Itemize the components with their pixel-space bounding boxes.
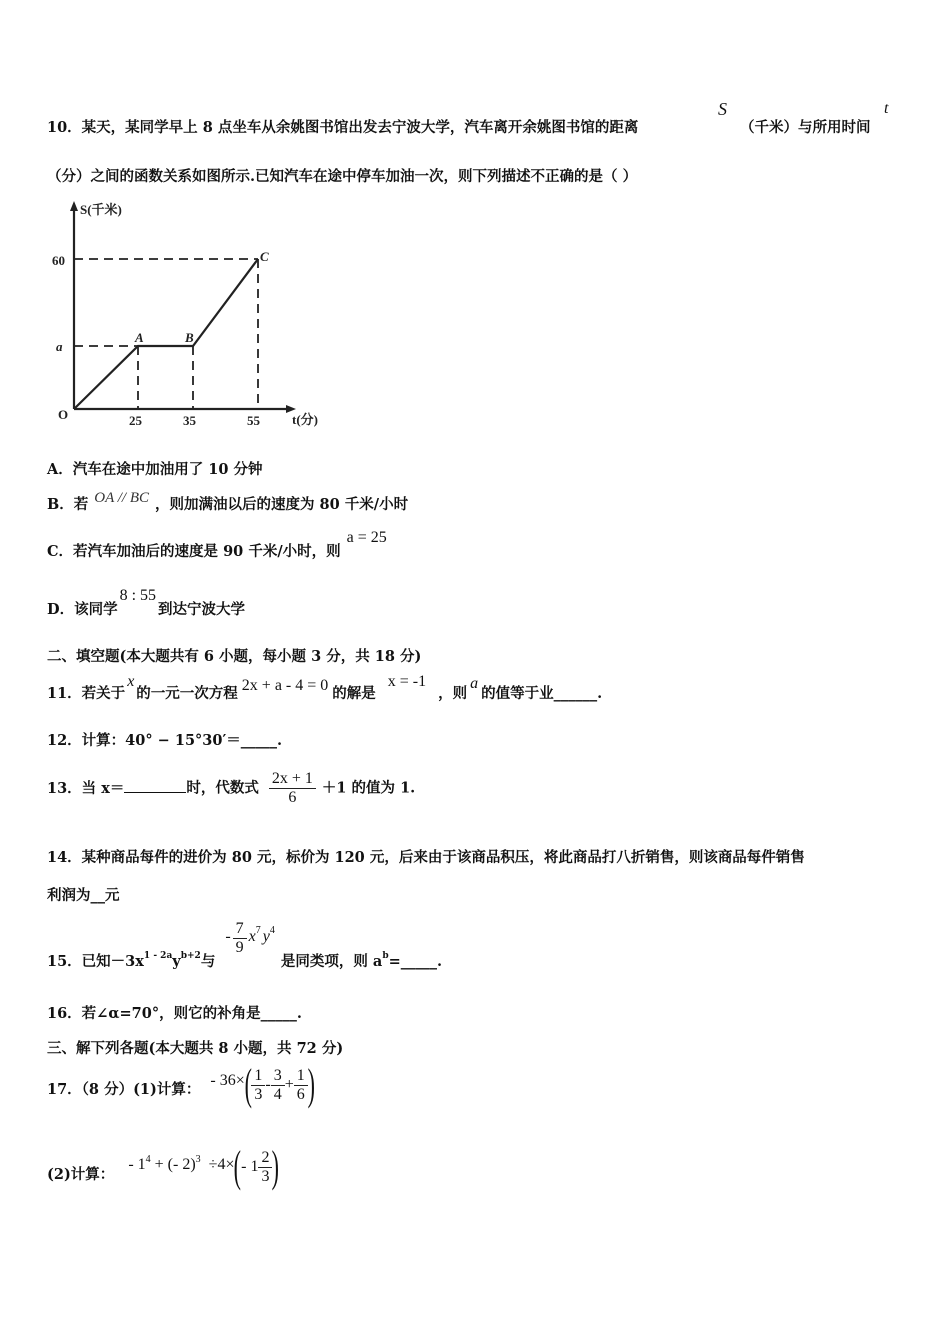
q17-frac1: [251, 1067, 265, 1104]
q17-op2: +: [284, 1076, 294, 1093]
option-b-post: ，则加满油以后的速度为 80 千米/小时: [155, 496, 409, 513]
q15-sup-b: b: [382, 950, 389, 961]
q17-p2-fd: 3: [261, 1167, 270, 1185]
q17-lparen: (: [244, 1060, 252, 1109]
q17-part1: [47, 1060, 315, 1109]
graph-point-a: A: [135, 330, 144, 345]
q17-label: 17．（8 分）(1)计算：: [47, 1081, 201, 1098]
q15-mid: 与: [200, 952, 216, 970]
q12: 12．计算：40° − 15°30′＝_____.: [47, 732, 283, 749]
q17-p2-e1: 4: [145, 1154, 151, 1165]
q10-line1: [47, 116, 638, 137]
option-b-math: OA // BC: [94, 490, 149, 506]
option-c-math: a = 25: [346, 529, 387, 546]
q15-post2: =_____.: [388, 952, 443, 970]
q17-p2-fn: 2: [258, 1149, 272, 1168]
q17-f1n: 1: [251, 1067, 265, 1086]
q14-line2: 利润为__元: [47, 887, 120, 904]
q15-den: 9: [235, 939, 244, 956]
option-d-pre: D．该同学: [47, 601, 118, 618]
graph-point-c: C: [260, 249, 269, 264]
section-3-heading: 三、解下列各题(本大题共 8 小题，共 72 分): [47, 1040, 344, 1057]
q10-option-d: [47, 587, 246, 619]
q11-x: x: [127, 673, 135, 690]
q11-pre: 11．若关于: [47, 685, 126, 702]
y-axis-arrow: [70, 201, 78, 211]
q10-option-a: A．汽车在途中加油用了 10 分钟: [47, 461, 263, 478]
q17-part2: [47, 1142, 280, 1191]
q17-p2-e2: 3: [195, 1154, 201, 1165]
q17-frac2: [271, 1067, 285, 1104]
q17-p2-b: + (- 2): [154, 1156, 196, 1173]
q15-post1: 是同类项，则 a: [280, 952, 383, 970]
graph-point-b: B: [185, 330, 194, 345]
q11-post: 的值等于业______.: [481, 685, 603, 702]
q17-frac3: [294, 1067, 308, 1104]
q15: [47, 920, 443, 970]
q13-numerator: 2x + 1: [269, 770, 316, 789]
q11-a: a: [470, 675, 479, 692]
q14-line1: 14．某种商品每件的进价为 80 元，标价为 120 元，后来由于该商品积压，将此商品打八折销售，则该商品每件销售: [47, 849, 805, 866]
q11-mid2: 的解是: [332, 685, 376, 702]
graph-xtick-35: 35: [183, 413, 196, 428]
q15-num: 7: [233, 920, 247, 939]
q17-op1: -: [265, 1076, 271, 1093]
q11-equation: 2x + a - 4 = 0: [241, 677, 329, 694]
q13: [47, 770, 415, 807]
q17-f2n: 3: [271, 1067, 285, 1086]
graph-polyline: [74, 259, 258, 409]
q16: 16．若∠α=70°，则它的补角是_____.: [47, 1005, 302, 1022]
option-d-math: 8 : 55: [119, 587, 157, 604]
option-b-pre: B．若: [47, 496, 89, 513]
q13-fraction: [269, 770, 316, 807]
q17-rparen: ): [307, 1060, 315, 1109]
q17-lead: - 36×: [210, 1072, 245, 1089]
q10-line2: （分）之间的函数关系如图所示.已知汽车在途中停车加油一次，则下列描述不正确的是（ ）: [47, 168, 638, 185]
q13-denominator: 6: [288, 789, 297, 806]
q11-mid3: ，则: [438, 685, 468, 702]
graph-x-label: t(分): [292, 412, 318, 427]
q15-pre: 15．已知－3x: [47, 952, 144, 970]
q15-y: y: [172, 952, 181, 970]
graph-ytick-a: a: [56, 339, 63, 354]
q17-f1d: 3: [254, 1085, 263, 1103]
q10-var-t: t: [884, 100, 889, 117]
q10-option-c: [47, 529, 387, 561]
q15-fraction: [233, 920, 247, 957]
q13-post: ＋1 的值为 1.: [321, 779, 416, 797]
graph-ytick-60: 60: [52, 253, 65, 268]
q17-p2-label: (2)计算：: [47, 1166, 115, 1183]
q15-exp1: 1 - 2a: [143, 950, 173, 961]
q11-mid1: 的一元一次方程: [136, 685, 238, 702]
q15-x: x: [248, 927, 256, 945]
q15-neg: -: [225, 927, 231, 945]
q10-text-unit: （千米）与所用时间: [740, 119, 871, 136]
q15-e4: 4: [269, 924, 275, 936]
q17-f3d: 6: [296, 1085, 305, 1103]
q13-pre: 13．当 x＝: [47, 779, 125, 797]
q17-f2d: 4: [273, 1085, 282, 1103]
graph-xtick-25: 25: [129, 413, 142, 428]
q17-f3n: 1: [294, 1067, 308, 1086]
q15-y2: y: [262, 927, 270, 945]
q13-blank[interactable]: [124, 792, 186, 793]
q15-e7: 7: [255, 924, 261, 936]
q11-solution: x = -1: [387, 673, 427, 690]
q17-p2-lparen: (: [234, 1142, 242, 1191]
q10-line1-mid: [740, 116, 871, 137]
q17-p2-frac: [258, 1149, 272, 1186]
q13-mid: 时，代数式: [186, 779, 259, 797]
q17-p2-a: - 1: [128, 1156, 146, 1173]
graph-xtick-55: 55: [247, 413, 260, 428]
q15-exp2: b+2: [180, 950, 201, 961]
q17-p2-c: ÷4×: [208, 1156, 235, 1173]
q11: [47, 673, 603, 703]
option-c-pre: C．若汽车加油后的速度是 90 千米/小时，则: [47, 543, 341, 560]
graph-origin: O: [58, 407, 69, 422]
section-2-heading: 二、填空题(本大题共有 6 小题，每小题 3 分，共 18 分): [47, 648, 422, 665]
option-d-post: 到达宁波大学: [158, 601, 246, 618]
q10-option-b: [47, 490, 409, 514]
q17-p2-d: - 1: [241, 1158, 259, 1175]
q10-var-s: S: [718, 99, 727, 119]
q17-p2-rparen: ): [272, 1142, 280, 1191]
graph-y-label: S(千米): [80, 202, 122, 217]
q10-graph: [40, 195, 340, 435]
q10-text-1: 10．某天，某同学早上 8 点坐车从余姚图书馆出发去宁波大学，汽车离开余姚图书馆的距离: [47, 119, 639, 136]
